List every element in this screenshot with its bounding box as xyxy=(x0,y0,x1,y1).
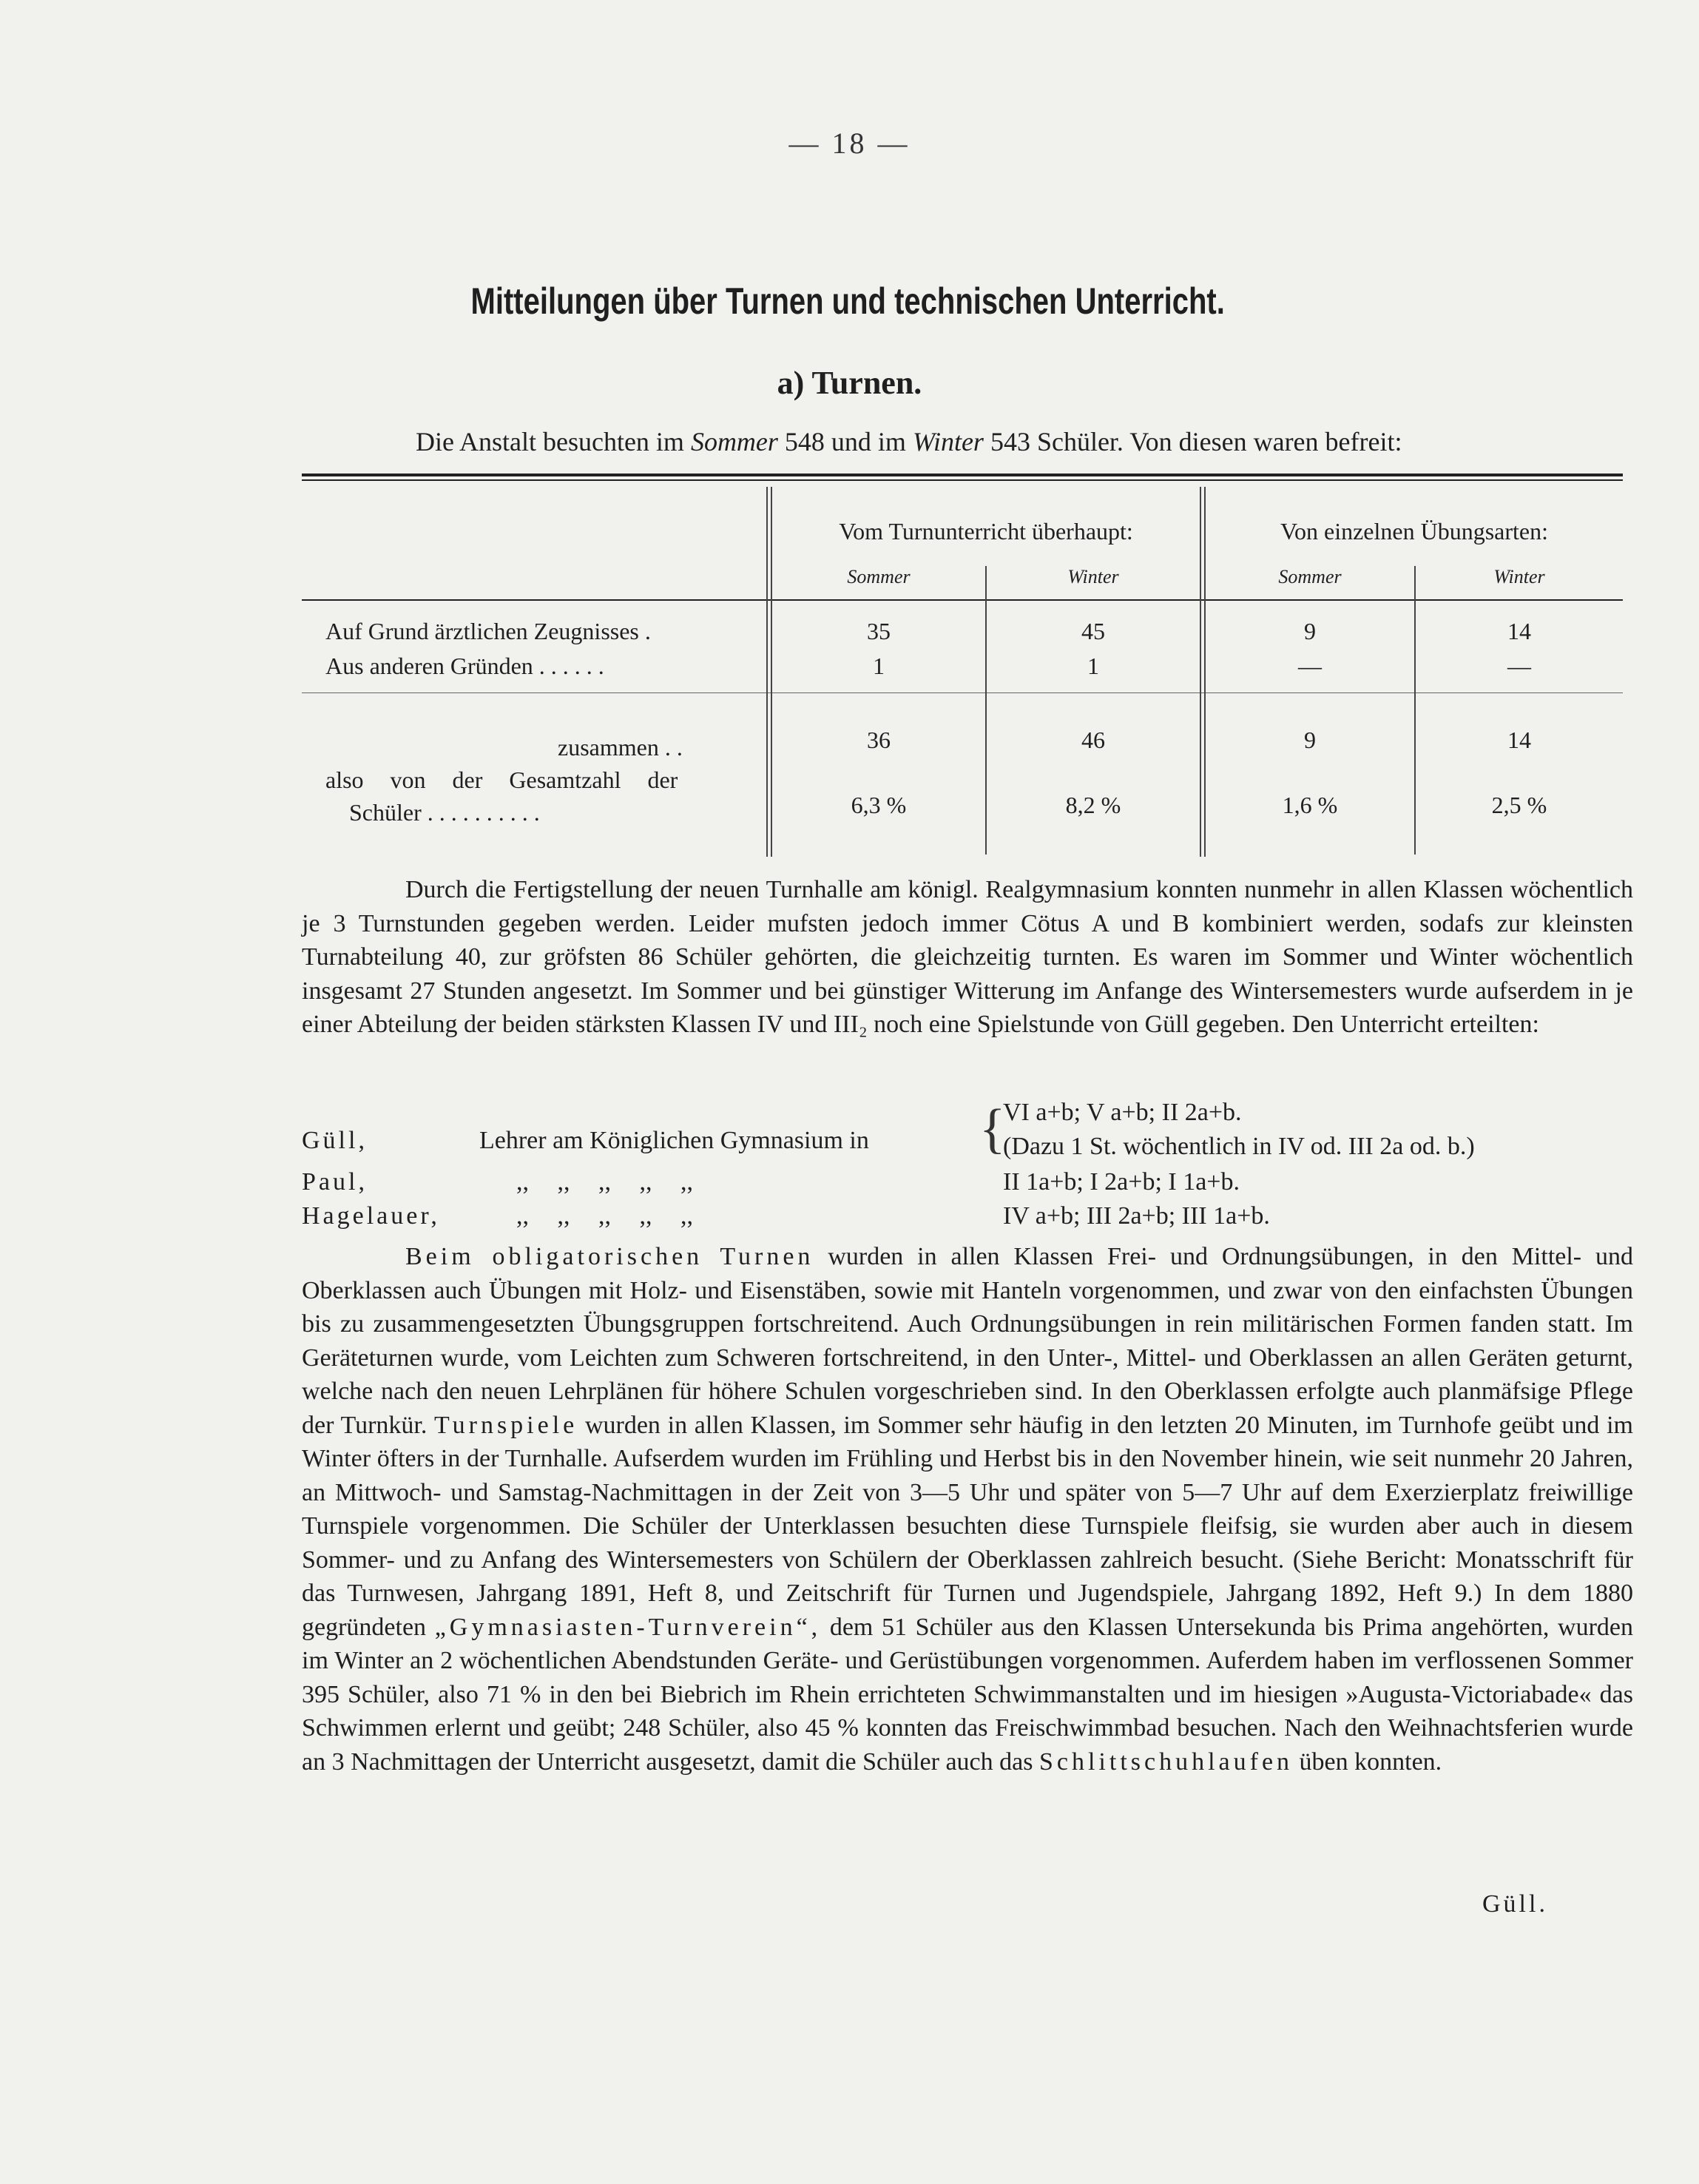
sub-header: Sommer xyxy=(847,566,911,587)
table-cell: 14 xyxy=(1507,727,1531,753)
brace-glyph: { xyxy=(979,1099,1006,1159)
sub-header: Sommer xyxy=(1278,566,1342,587)
section-heading: a) Turnen. xyxy=(777,365,922,401)
table-cell: 1 xyxy=(1087,653,1099,679)
table-cell: 1,6 % xyxy=(1282,792,1338,818)
teacher-role: ,, ,, ,, ,, ,, xyxy=(516,1168,693,1196)
page-number: — 18 — xyxy=(788,127,911,160)
table-cell: 9 xyxy=(1304,727,1316,753)
percent-label: also von der Gesamtzahl der xyxy=(325,766,678,793)
table-cell: 36 xyxy=(867,727,891,753)
intro-sentence xyxy=(416,426,1402,457)
page-title: Mitteilungen über Turnen und technischen Unterricht. xyxy=(470,280,1225,322)
teacher-role: Lehrer am Königlichen Gymnasium in xyxy=(479,1127,869,1154)
paragraph-2-part: wurden in allen Klassen, im Sommer sehr häufig in den letzten 20 Minuten, im Turnhofe geübt und im Winter öfters in der Turnhalle. Aufserdem wurden im Frühling und Herbst bis in den November hinein, wie seit nunmehr 20 Jahren, an Mittwoch- und Samstag-Nachmittagen in der Zeit von 3—5 Uhr und später von 5—7 Uhr auf dem Exerzierplatz freiwillige Turnspiele vorgenommen. Die Schüler der Unterklassen besuchten diese Turnspiele fleifsig, sie wurden aber auch in diesem Sommer- und zu Anfang des Wintersemesters von Schülern der Oberklassen zahlreich besucht. (Siehe Bericht: Monatsschrift für das Turnwesen, Jahrgang 1891, Heft 8, und Zeitschrift für Turnen und Jugendspiele, Jahrgang 1892, Heft 9.) In dem 1880 gegründeten xyxy=(302,1411,1634,1641)
table-cell: 46 xyxy=(1081,727,1105,753)
teacher-name: Hagelauer, xyxy=(302,1202,440,1230)
spaced-term: Beim obligatorischen Turnen xyxy=(405,1243,814,1270)
sub-header: Winter xyxy=(1067,566,1119,587)
intro-sommer: Sommer xyxy=(690,427,778,456)
table-cell: — xyxy=(1298,653,1322,679)
paragraph-2-part: dem 51 Schüler aus den Klassen Untersekunda bis Prima angehörten, wurden im Winter an 2 wöchentlichen Abendstunden Geräte- und Gerüstübungen vorgenommen. Auferdem haben im verflossenen Sommer 395 Schüler, also 71 % in den bei Biebrich im Rhein errichteten Schwimmanstalten und im hiesigen »Augusta-Victoriabade« das Schwimmen erlernt und geübt; 248 Schüler, also 45 % konnten das Freischwimmbad besuchen. Nach den Weihnachtsferien wurde an 3 Nachmittagen der Unterricht ausgesetzt, damit die Schüler auch das xyxy=(302,1613,1634,1776)
row-label: Aus anderen Gründen . . . . . . xyxy=(325,653,604,679)
teacher-classes: VI a+b; V a+b; II 2a+b. xyxy=(1003,1099,1242,1126)
spaced-term: Turnspiele xyxy=(434,1411,578,1439)
table-cell: 45 xyxy=(1081,618,1105,644)
paragraph-1-text: Durch die Fertigstellung der neuen Turnhalle am königl. Realgymnasium konnten nunmehr in allen Klassen wöchentlich je 3 Turnstunden gegeben werden. Leider mufsten jedoch immer Cötus A und B kombiniert werden, sodafs zur kleinsten Turnabteilung 40, zur gröfsten 86 Schüler gehörten, die gleichzeitig turnten. Es waren im Sommer und Winter wöchentlich insgesamt 27 Stunden angesetzt. Im Sommer und bei günstiger Witterung im Anfange des Wintersemesters wurde aufserdem in je einer Abteilung der beiden stärksten Klassen IV und III₂ noch eine Spielstunde von Güll gegeben. Den Unterricht erteilten: xyxy=(302,876,1633,1038)
col-divider xyxy=(1200,487,1201,857)
table-top-rule-thin xyxy=(302,479,1623,481)
signature: Güll. xyxy=(1482,1890,1548,1918)
col-divider xyxy=(766,487,768,857)
teacher-role: ,, ,, ,, ,, ,, xyxy=(516,1202,693,1230)
teacher-note: (Dazu 1 St. wöchentlich in IV od. III 2a od. b.) xyxy=(1003,1133,1475,1160)
percent-label: Schüler . . . . . . . . . . xyxy=(349,799,540,826)
group-header: Von einzelnen Übungsarten: xyxy=(1280,518,1548,545)
teacher-name: Güll, xyxy=(302,1127,368,1154)
table-cell: 8,2 % xyxy=(1065,792,1121,818)
intro-prefix: Die Anstalt besuchten im xyxy=(416,427,684,456)
header-rule xyxy=(302,599,1623,601)
paragraph-1 xyxy=(302,873,1633,1042)
table-cell: 9 xyxy=(1304,618,1316,644)
row-label: Auf Grund ärztlichen Zeugnisses . xyxy=(325,618,651,644)
paragraph-2-part: wurden in allen Klassen Frei- und Ordnungsübungen, in den Mittel- und Oberklassen auch Übungen mit Holz- und Eisenstäben, sowie mit Hanteln vorgenommen, und zwar von den einfachsten Übungen bis zu zusammengesetzten Übungsgruppen fortschreitend. Auch Ordnungsübungen in rein militärischen Formen fanden statt. Im Geräteturnen wurde, vom Leichten zum Schweren fortschreitend, in den Unter-, Mittel- und Oberklassen an allen Geräten geturnt, welche nach den neuen Lehrplänen für höhere Schulen vorgeschrieben sind. In den Oberklassen erfolgte auch planmäfsige Pflege der Turnkür. xyxy=(302,1243,1634,1439)
spaced-term: „Gymnasiasten-Turnverein“, xyxy=(434,1613,822,1641)
spaced-term: Schlittschuhlaufen xyxy=(1038,1747,1294,1776)
table-cell: 35 xyxy=(867,618,891,644)
table-top-rule xyxy=(302,473,1623,476)
teacher-classes: II 1a+b; I 2a+b; I 1a+b. xyxy=(1003,1168,1240,1196)
paragraph-2 xyxy=(302,1240,1633,1779)
teacher-classes: IV a+b; III 2a+b; III 1a+b. xyxy=(1003,1202,1270,1230)
table-cell: 1 xyxy=(873,653,885,679)
group-header: Vom Turnunterricht überhaupt: xyxy=(839,518,1133,545)
sub-header: Winter xyxy=(1493,566,1545,587)
teacher-name: Paul, xyxy=(302,1168,368,1196)
intro-winter: Winter xyxy=(912,427,984,456)
intro-suffix: 543 Schüler. Von diesen waren befreit: xyxy=(990,427,1402,456)
table-cell: 14 xyxy=(1507,618,1531,644)
table-cell: 6,3 % xyxy=(851,792,907,818)
table-cell: 2,5 % xyxy=(1491,792,1547,818)
total-label: zusammen . . xyxy=(558,734,683,761)
exemption-table xyxy=(302,473,1623,866)
subtotal-rule xyxy=(302,692,1623,693)
intro-mid: 548 und im xyxy=(784,427,906,456)
table-cell: — xyxy=(1507,653,1531,679)
paragraph-2-part: üben konnten. xyxy=(1299,1747,1442,1776)
